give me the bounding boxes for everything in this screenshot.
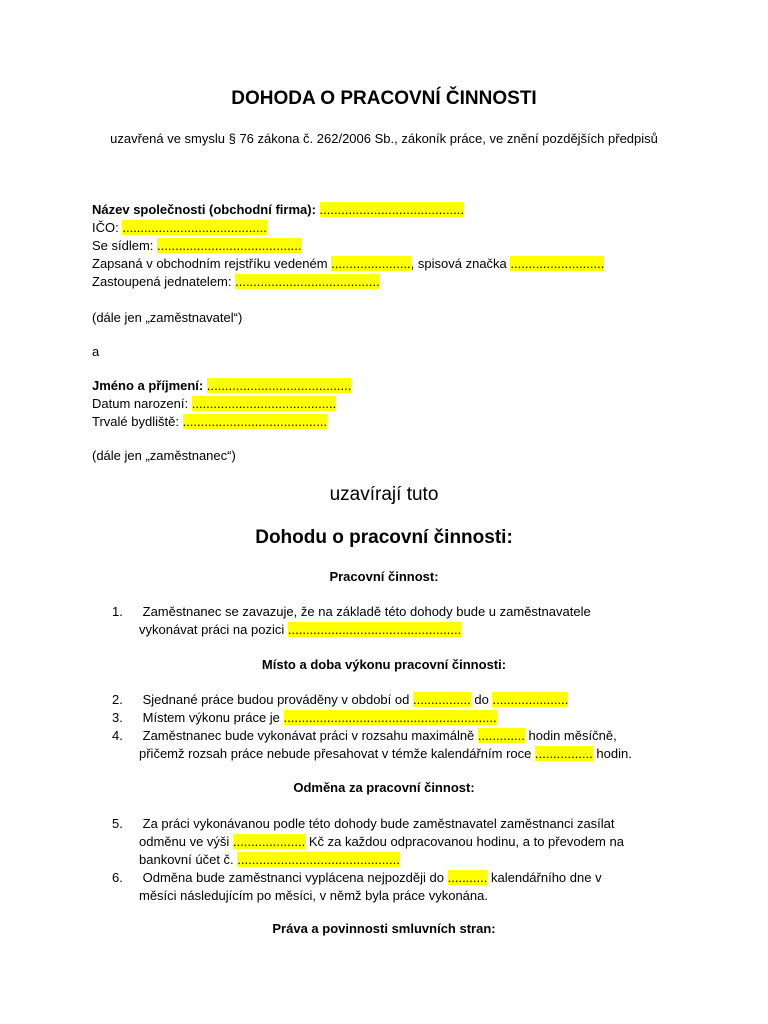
item-text: Sjednané práce budou prováděny v období od bbox=[142, 692, 410, 707]
position-field[interactable]: ................................................ bbox=[287, 622, 462, 637]
item-text: kalendářního dne v bbox=[490, 870, 602, 885]
list-item bbox=[112, 709, 497, 727]
employee-name-field[interactable]: ........................................ bbox=[206, 378, 352, 393]
item-text: přičemž rozsah práce nebude přesahovat v témže kalendářním roce bbox=[139, 746, 532, 761]
conclude-text: uzavírají tuto bbox=[329, 484, 439, 505]
ico-field[interactable]: ........................................ bbox=[122, 220, 267, 235]
item-text: hodin. bbox=[596, 746, 632, 761]
list-item-continuation: měsíci následujícím po měsíci, v němž byla práce vykonána. bbox=[139, 888, 488, 903]
list-item-continuation bbox=[139, 833, 624, 851]
item-text: vykonávat práci na pozici bbox=[139, 622, 285, 637]
agreement-heading: Dohodu o pracovní činnosti: bbox=[255, 527, 513, 548]
representative-field[interactable]: ........................................ bbox=[235, 274, 380, 289]
item-text: bankovní účet č. bbox=[139, 852, 234, 867]
list-item bbox=[112, 691, 568, 709]
list-item bbox=[112, 727, 617, 745]
item-number: 6. bbox=[112, 870, 123, 885]
employee-name-line bbox=[92, 377, 351, 394]
seat-line bbox=[92, 237, 302, 254]
seat-label: Se sídlem: bbox=[92, 238, 154, 253]
and-word: a bbox=[92, 344, 100, 359]
rights-heading: Práva a povinnosti smluvních stran: bbox=[272, 921, 496, 936]
company-name-line bbox=[92, 201, 464, 218]
list-item bbox=[112, 603, 591, 621]
company-name-label: Název společnosti (obchodní firma): bbox=[92, 202, 316, 217]
item-number: 2. bbox=[112, 692, 123, 707]
work-heading: Pracovní činnost: bbox=[329, 569, 439, 584]
hourly-rate-field[interactable]: .................... bbox=[232, 834, 306, 849]
monthly-hours-field[interactable]: ............. bbox=[477, 728, 525, 743]
bank-account-field[interactable]: ............................................. bbox=[237, 852, 400, 867]
item-text: Kč za každou odpracovanou hodinu, a to převodem na bbox=[308, 834, 624, 849]
ico-line bbox=[92, 219, 267, 236]
company-name-field[interactable]: ........................................ bbox=[319, 202, 465, 217]
register-mark-label: , spisová značka bbox=[410, 256, 507, 271]
item-text: odměnu ve výši bbox=[139, 834, 230, 849]
item-text: Zaměstnanec bude vykonávat práci v rozsahu maximálně bbox=[142, 728, 475, 743]
period-to-field[interactable]: ..................... bbox=[492, 692, 569, 707]
item-number: 5. bbox=[112, 816, 123, 831]
item-number: 3. bbox=[112, 710, 123, 725]
register-line bbox=[92, 255, 604, 272]
address-label: Trvalé bydliště: bbox=[92, 414, 179, 429]
item-text: do bbox=[474, 692, 489, 707]
ico-label: IČO: bbox=[92, 220, 119, 235]
item-text: Odměna bude zaměstnanci vyplácena nejpozději do bbox=[142, 870, 444, 885]
register-court-field[interactable]: ...................... bbox=[331, 256, 411, 271]
representative-line bbox=[92, 273, 380, 290]
register-mark-field[interactable]: .......................... bbox=[510, 256, 605, 271]
item-text: hodin měsíčně, bbox=[528, 728, 617, 743]
document-subtitle: uzavřená ve smyslu § 76 zákona č. 262/2006 Sb., zákoník práce, ve znění pozdějších předpisů bbox=[110, 131, 658, 146]
item-number: 1. bbox=[112, 604, 123, 619]
list-item bbox=[112, 815, 615, 833]
employer-alias: (dále jen „zaměstnavatel“) bbox=[92, 310, 243, 325]
yearly-hours-field[interactable]: ................ bbox=[535, 746, 593, 761]
employee-alias: (dále jen „zaměstnanec“) bbox=[92, 448, 236, 463]
item-text: Místem výkonu práce je bbox=[142, 710, 280, 725]
item-number: 4. bbox=[112, 728, 123, 743]
place-heading: Místo a doba výkonu pracovní činnosti: bbox=[261, 657, 507, 672]
item-text: Za práci vykonávanou podle této dohody bude zaměstnavatel zaměstnanci zasílat bbox=[142, 816, 615, 831]
pay-heading: Odměna za pracovní činnost: bbox=[293, 780, 475, 795]
seat-field[interactable]: ........................................ bbox=[157, 238, 302, 253]
birth-date-field[interactable]: ........................................ bbox=[191, 396, 337, 411]
list-item-continuation bbox=[139, 621, 461, 639]
document-title: DOHODA O PRACOVNÍ ČINNOSTI bbox=[231, 88, 537, 109]
employee-name-label: Jméno a příjmení: bbox=[92, 378, 204, 393]
item-text: Zaměstnanec se zavazuje, že na základě této dohody bude u zaměstnavatele bbox=[142, 604, 591, 619]
workplace-field[interactable]: ........................................................... bbox=[283, 710, 497, 725]
birth-date-label: Datum narození: bbox=[92, 396, 189, 411]
pay-day-field[interactable]: ........... bbox=[447, 870, 488, 885]
list-item-continuation bbox=[139, 851, 400, 869]
address-line bbox=[92, 413, 327, 430]
period-from-field[interactable]: ................ bbox=[412, 692, 471, 707]
list-item-continuation bbox=[139, 745, 632, 763]
list-item bbox=[112, 869, 602, 887]
birth-date-line bbox=[92, 395, 336, 412]
register-text: Zapsaná v obchodním rejstříku vedeném bbox=[92, 256, 328, 271]
representative-label: Zastoupená jednatelem: bbox=[92, 274, 232, 289]
address-field[interactable]: ........................................ bbox=[182, 414, 328, 429]
